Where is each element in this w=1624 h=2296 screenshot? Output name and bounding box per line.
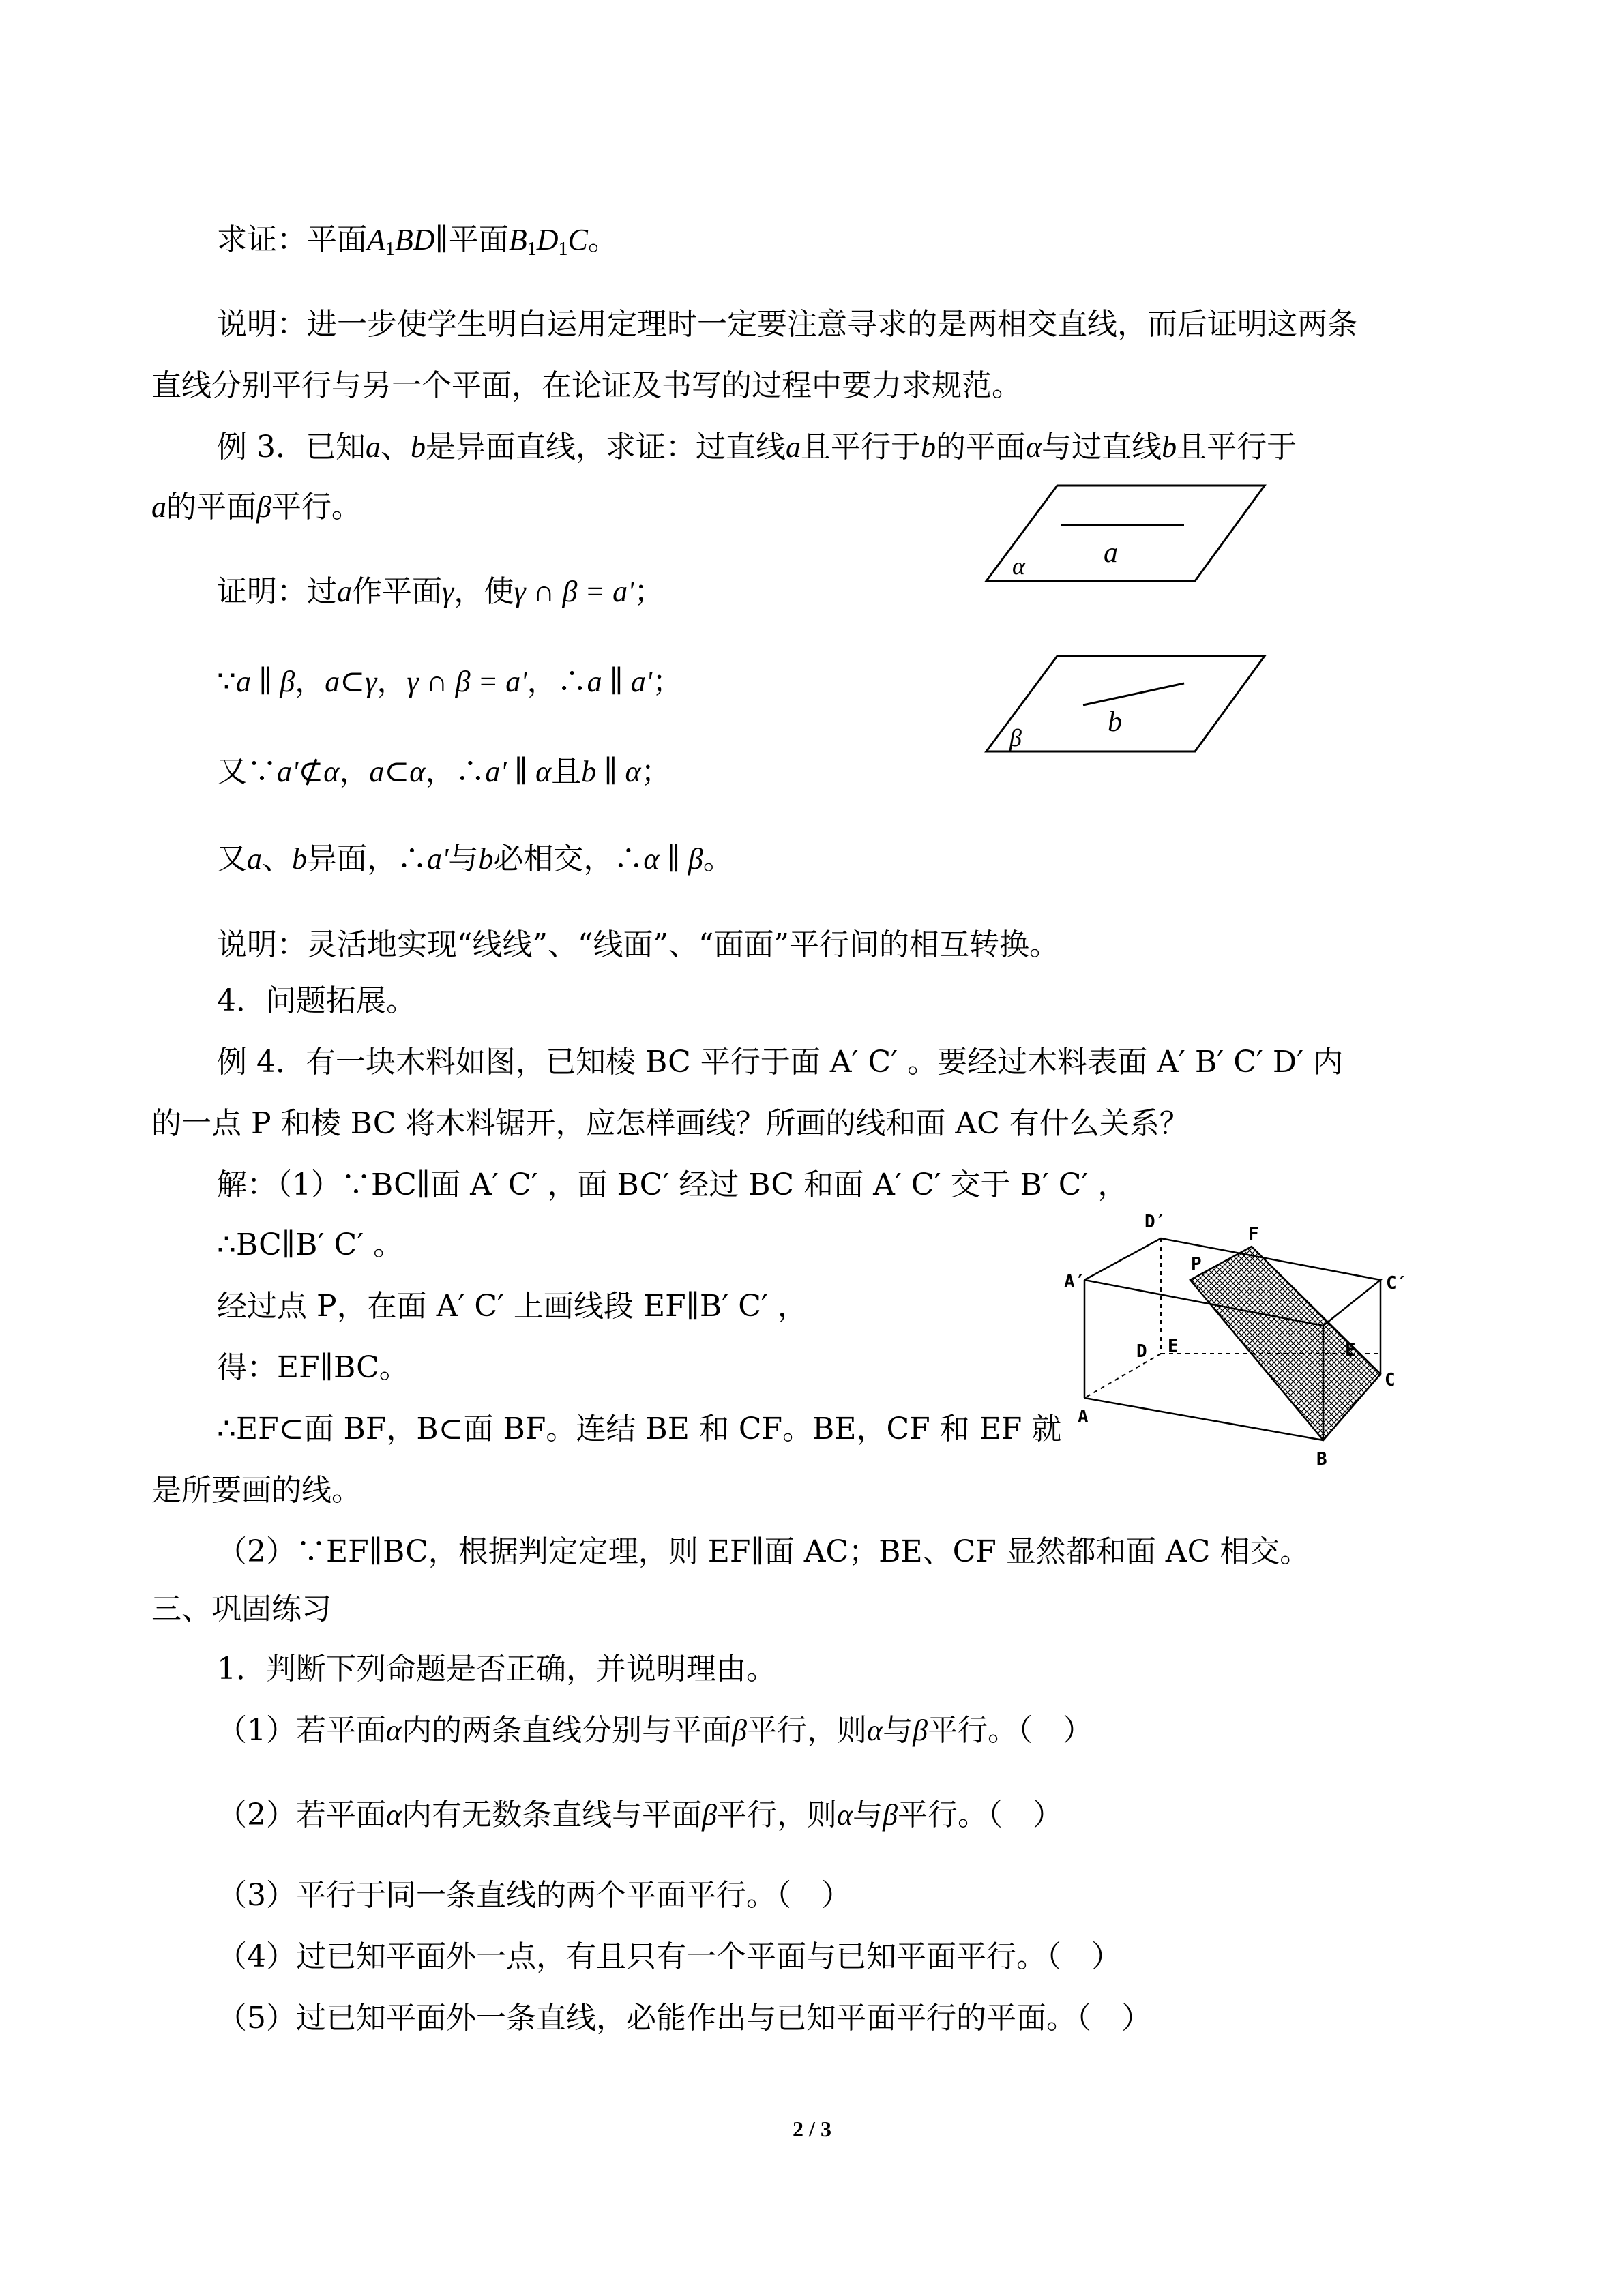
var-a: a [247,842,262,876]
prove-statement [217,220,618,270]
var-b: b [1162,430,1177,464]
page-number: 2 / 3 [793,2117,831,2141]
text: ； [652,664,683,699]
text: 与过直线 [1042,430,1162,464]
formula: α ∥ β [643,842,703,876]
text: 且平行于 [1177,430,1297,464]
label-e2: E [1345,1340,1356,1360]
text: 必相交，∴ [493,841,644,876]
text: 、 [380,430,411,464]
example3-line-1 [217,427,1297,468]
var-a: a [365,430,381,464]
question-1-item-5: （5）过已知平面外一条直线，必能作出与已知平面平行的平面。（ ） [217,2001,1151,2036]
var-alpha: α [867,1714,883,1747]
formula: b ∥ α [581,755,641,788]
var-b: b [292,842,307,876]
var-b: b [478,842,494,876]
question-1-item-3: （3）平行于同一条直线的两个平面平行。（ ） [217,1878,851,1913]
label-b: B [1316,1449,1327,1466]
label-a-prime: A′ [1064,1272,1086,1292]
formula: γ ∩ β = a' [514,575,634,608]
proof-line-2 [217,661,682,702]
label-a: A [1078,1407,1089,1427]
solution-line-1: 解：（1）∵BC∥面 A′ C′ ，面 BC′ 经过 BC 和面 A′ C′ 交于 B′ C′ ， [217,1167,1128,1202]
text: （1）若平面 [217,1713,386,1748]
text: ∵ [217,664,236,699]
var-alpha: α [837,1798,853,1832]
text: ，∴ [425,754,486,789]
plane-a1bd: $A_1BD$ [367,223,435,260]
text: 平行。（ ） [928,1713,1093,1748]
var-b: b [920,430,936,464]
text: 异面，∴ [307,841,427,876]
label-c: C [1385,1370,1396,1390]
label-p: P [1191,1254,1202,1274]
var-a: a [337,575,352,608]
text: 与 [448,841,479,876]
example3-note: 说明：灵活地实现“线线”、“线面”、“面面”平行间的相互转换。 [217,927,1059,962]
text: ，∴ [527,664,587,699]
var-a: a [785,430,801,464]
var-beta: β [883,1798,898,1832]
text: 又 [217,841,247,876]
text: （2）若平面 [217,1798,386,1832]
question-1-item-1 [217,1710,1093,1751]
solution-line-5: ∴EF⊂面 BF，B⊂面 BF。连结 BE 和 CF。BE，CF 和 EF 就 [217,1412,1062,1446]
formula: a' [427,842,449,876]
hidden-edge-da [1084,1354,1161,1398]
solution-line-7: （2）∵EF∥BC，根据判定定理，则 EF∥面 AC；BE、CF 显然都和面 AC 相交。 [217,1534,1310,1569]
label-f: F [1248,1224,1259,1244]
solution-line-3: 经过点 P，在面 A′ C′ 上画线段 EF∥B′ C′ ， [217,1289,808,1324]
text: 内的两条直线分别与平面 [402,1713,733,1748]
prove-label: 求证：平面 [217,222,367,257]
proof-line-1 [217,571,664,612]
formula: a' ∥ α [485,755,552,788]
text: 例 3．已知 [217,430,366,464]
var-alpha: α [386,1798,402,1832]
note-line-1: 说明：进一步使学生明白运用定理时一定要注意寻求的是两相交直线，而后证明这两条 [217,307,1357,342]
formula: a⊂α [369,755,426,788]
plane-alpha [986,486,1265,581]
label-d-prime: D′ [1145,1212,1166,1232]
text: ，使 [454,574,514,609]
text: 平行，则 [717,1798,838,1832]
var-alpha: α [386,1714,402,1747]
proof-line-4 [217,839,733,880]
solution-line-4: 得：EF∥BC。 [217,1350,409,1385]
text: ， [295,664,325,699]
var-beta: β [256,490,271,524]
text: ， [377,664,407,699]
question-1-item-2 [217,1795,1063,1836]
var-beta: β [702,1798,718,1832]
text: 且平行于 [800,430,921,464]
label-alpha: α [1012,552,1025,580]
section4-title: 4．问题拓展。 [217,983,416,1018]
label-d: D [1136,1341,1147,1362]
question-1-item-4: （4）过已知平面外一点，有且只有一个平面与已知平面平行。（ ） [217,1939,1121,1974]
text: 平行。 [271,490,361,524]
text: 且 [551,754,582,789]
period: 。 [587,222,618,257]
formula: γ ∩ β = a' [407,665,527,698]
edge-ab [1084,1398,1323,1440]
solution-line-2: ∴BC∥B′ C′ 。 [217,1227,404,1262]
plane-b1d1c: $B_1D_1C$ [508,223,588,260]
text: 证明：过 [217,574,337,609]
formula: a⊂γ [325,665,377,698]
label-c-prime: C′ [1386,1273,1408,1294]
formula: a'⊄α [277,755,340,788]
var-b: b [410,430,426,464]
example4-line-2: 的一点 P 和棱 BC 将木料锯开，应怎样画线？所画的线和面 AC 有什么关系？ [151,1106,1190,1141]
text: 是异面直线，求证：过直线 [425,430,786,464]
text: 。 [703,841,733,876]
note-line-2: 直线分别平行与另一个平面，在论证及书写的过程中要力求规范。 [151,368,1022,403]
plane-beta-figure [982,653,1269,756]
label-e: E [1168,1336,1179,1356]
proof-line-3 [217,751,671,792]
var-a: a [151,490,166,524]
text: ； [634,574,664,609]
text: 内有无数条直线与平面 [402,1798,703,1832]
text: 与 [883,1713,913,1748]
text: 的平面 [166,490,256,524]
example3-line-2 [151,487,361,528]
label-beta: β [1009,724,1022,751]
formula: a ∥ a' [587,665,653,698]
text: 平行。（ ） [898,1798,1063,1832]
question-1: 1．判断下列命题是否正确，并说明理由。 [217,1652,776,1686]
plane-beta [986,656,1265,751]
text: ， [339,754,370,789]
text: 平行，则 [747,1713,868,1748]
plane-alpha-figure [982,483,1269,585]
label-b: b [1108,706,1122,738]
var-beta: β [732,1714,748,1747]
parallel-text: ∥平面 [434,222,509,257]
example4-line-1: 例 4．有一块木料如图，已知棱 BC 平行于面 A′ C′ 。要经过木料表面 A′ B′ C′ D′ 内 [217,1045,1344,1079]
var-beta: β [913,1714,928,1747]
text: 、 [262,841,292,876]
wooden-block-figure [1064,1207,1419,1466]
text: ； [640,754,671,789]
var-alpha: α [1025,430,1042,464]
label-a: a [1104,537,1118,569]
formula: a ∥ β [236,665,295,698]
text: 与 [853,1798,883,1832]
text: 作平面 [352,574,442,609]
section3-title: 三、巩固练习 [151,1592,331,1626]
text: 又∵ [217,754,277,789]
text: 的平面 [935,430,1026,464]
line-b [1083,683,1184,705]
solution-line-6: 是所要画的线。 [151,1473,361,1508]
var-gamma: γ [442,575,454,608]
